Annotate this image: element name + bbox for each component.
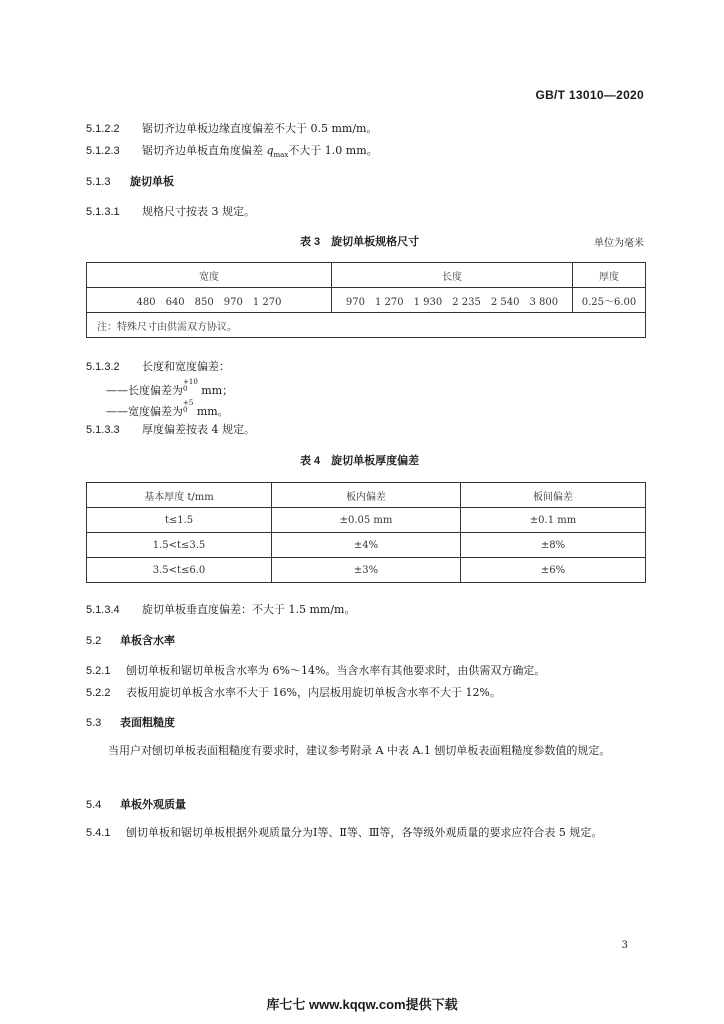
table-cell: 970 1 270 1 930 2 235 2 540 3 800 bbox=[332, 288, 573, 313]
clause-number: 5.2.1 bbox=[86, 665, 111, 677]
section-number: 5.2 bbox=[86, 635, 102, 647]
section-title: 单板外观质量 bbox=[120, 799, 186, 811]
clause-5-1-3-2 bbox=[86, 358, 230, 374]
table-cell: 1.5<t≤3.5 bbox=[87, 533, 272, 558]
table-cell: ±4% bbox=[272, 533, 461, 558]
clause-5-1-3-1 bbox=[86, 203, 255, 219]
header-cell: 板间偏差 bbox=[461, 483, 646, 508]
clause-text: 旋切单板垂直度偏差：不大于 1.5 mm/m。 bbox=[142, 603, 356, 616]
header-cell: 厚度 bbox=[573, 263, 646, 288]
table-note-row bbox=[87, 313, 646, 338]
table-4-caption: 表 4 旋切单板厚度偏差 bbox=[300, 455, 420, 467]
clause-number: 5.1.3.4 bbox=[86, 604, 120, 616]
header-cell: 长度 bbox=[332, 263, 573, 288]
clause-5-1-3-3 bbox=[86, 421, 255, 437]
tolerance-lower: 0 bbox=[183, 406, 188, 414]
download-footer: 库七七 www.kqqw.com提供下载 bbox=[266, 997, 458, 1012]
width-tolerance-item bbox=[106, 400, 229, 419]
clause-number: 5.1.2.3 bbox=[86, 145, 120, 157]
symbol-q: q bbox=[266, 144, 274, 157]
section-5-2 bbox=[86, 632, 175, 648]
clause-text: 锯切齐边单板边缘直度偏差不大于 0.5 mm/m。 bbox=[142, 122, 378, 135]
clause-text-end: 不大于 1.0 mm。 bbox=[288, 144, 378, 157]
clause-5-2-1 bbox=[86, 662, 545, 678]
section-5-1-3 bbox=[86, 173, 174, 189]
section-5-4 bbox=[86, 796, 186, 812]
table-cell: 0.25～6.00 bbox=[573, 288, 646, 313]
section-title: 单板含水率 bbox=[120, 635, 175, 647]
clause-number: 5.1.2.2 bbox=[86, 123, 120, 135]
clause-number: 5.2.2 bbox=[86, 687, 111, 699]
tolerance-stack bbox=[183, 400, 193, 414]
page-number: 3 bbox=[621, 940, 628, 951]
section-title: 表面粗糙度 bbox=[120, 717, 175, 729]
table-cell: ±0.05 mm bbox=[272, 508, 461, 533]
table-cell: ±3% bbox=[272, 558, 461, 583]
clause-text: 规格尺寸按表 3 规定。 bbox=[142, 205, 255, 218]
table-row bbox=[87, 558, 646, 583]
table-row bbox=[87, 533, 646, 558]
clause-number: 5.1.3.2 bbox=[86, 361, 120, 373]
clause-text: 刨切单板和锯切单板含水率为 6%～14%。当含水率有其他要求时，由供需双方确定。 bbox=[126, 664, 546, 677]
tolerance-upper: +10 bbox=[183, 378, 198, 386]
paragraph-5-3: 当用户对刨切单板表面粗糙度有要求时，建议参考附录 A 中表 A.1 刨切单板表面粗糙度参数值的规定。 bbox=[108, 744, 611, 757]
section-number: 5.1.3 bbox=[86, 176, 111, 188]
clause-text: 锯切齐边单板直角度偏差 bbox=[142, 144, 267, 157]
standard-number: GB/T 13010—2020 bbox=[535, 88, 644, 102]
clause-text: 长度和宽度偏差： bbox=[142, 360, 230, 373]
table-note: 注：特殊尺寸由供需双方协议。 bbox=[87, 313, 646, 338]
table-cell: ±8% bbox=[461, 533, 646, 558]
table-row bbox=[87, 508, 646, 533]
tolerance-lower: 0 bbox=[183, 385, 188, 393]
table-cell: 480 640 850 970 1 270 bbox=[87, 288, 332, 313]
clause-text: 刨切单板和锯切单板根据外观质量分为Ⅰ等、Ⅱ等、Ⅲ等，各等级外观质量的要求应符合表 5 规定。 bbox=[126, 826, 603, 839]
clause-5-1-2-2 bbox=[86, 120, 377, 136]
section-title: 旋切单板 bbox=[130, 176, 174, 188]
table-header-row bbox=[87, 263, 646, 288]
table-cell: ±0.1 mm bbox=[461, 508, 646, 533]
item-text: ——宽度偏差为 bbox=[106, 405, 183, 418]
table-header-row bbox=[87, 483, 646, 508]
section-number: 5.3 bbox=[86, 717, 102, 729]
item-unit: mm。 bbox=[193, 405, 229, 418]
clause-5-1-3-4 bbox=[86, 601, 355, 617]
header-cell: 宽度 bbox=[87, 263, 332, 288]
table-3 bbox=[86, 262, 646, 338]
clause-text: 表板用旋切单板含水率不大于 16%，内层板用旋切单板含水率不大于 12%。 bbox=[126, 686, 501, 699]
symbol-subscript: max bbox=[273, 151, 289, 160]
table-4 bbox=[86, 482, 646, 583]
table-cell: t≤1.5 bbox=[87, 508, 272, 533]
table-3-unit: 单位为毫米 bbox=[594, 238, 644, 249]
length-tolerance-item bbox=[106, 379, 233, 398]
header-cell: 基本厚度 t/mm bbox=[87, 483, 272, 508]
item-text: ——长度偏差为 bbox=[106, 384, 183, 397]
clause-5-4-1 bbox=[86, 822, 646, 844]
section-number: 5.4 bbox=[86, 799, 102, 811]
clause-5-1-2-3 bbox=[86, 142, 378, 159]
clause-text: 厚度偏差按表 4 规定。 bbox=[142, 423, 255, 436]
section-5-3 bbox=[86, 714, 175, 730]
clause-number: 5.4.1 bbox=[86, 827, 111, 839]
table-cell: ±6% bbox=[461, 558, 646, 583]
table-3-caption: 表 3 旋切单板规格尺寸 bbox=[300, 236, 420, 248]
clause-5-2-2 bbox=[86, 684, 501, 700]
header-cell: 板内偏差 bbox=[272, 483, 461, 508]
table-row bbox=[87, 288, 646, 313]
tolerance-upper: +5 bbox=[183, 399, 194, 407]
item-unit: mm； bbox=[197, 384, 234, 397]
table-cell: 3.5<t≤6.0 bbox=[87, 558, 272, 583]
clause-number: 5.1.3.3 bbox=[86, 424, 120, 436]
tolerance-stack bbox=[183, 379, 198, 393]
clause-number: 5.1.3.1 bbox=[86, 206, 120, 218]
